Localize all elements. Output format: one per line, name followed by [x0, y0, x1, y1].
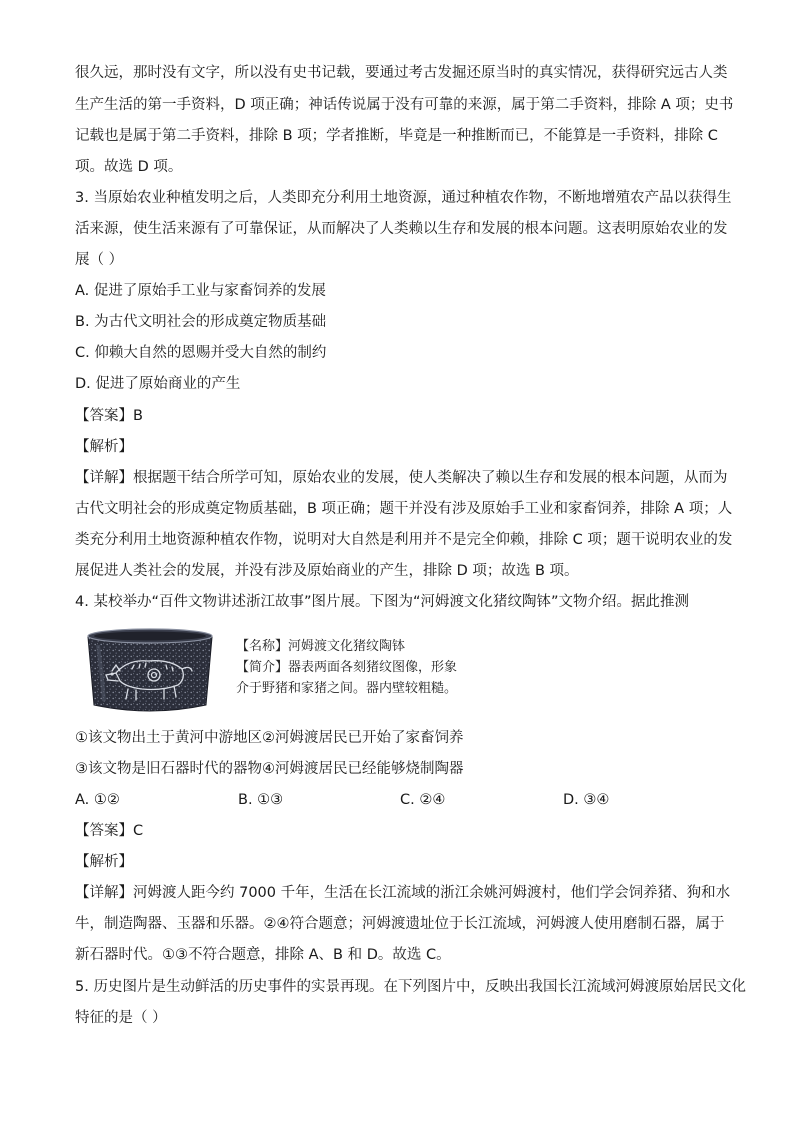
q4-stem: 4. 某校举办“百件文物讲述浙江故事”图片展。下图为“河姆渡文化猪纹陶钵”文物介绍。据此推测 [75, 594, 689, 610]
artifact-name-caption: 【名称】河姆渡文化猪纹陶钵 [236, 639, 406, 654]
q4-option-d: D. ③④ [563, 792, 610, 808]
artifact-intro-caption: 介于野猪和家猪之间。器内壁较粗糙。 [236, 681, 458, 696]
q5-stem-line: 5. 历史图片是生动鲜活的历史事件的实景再现。在下列图片中，反映出我国长江流域河姆渡原始居民文化 [75, 979, 746, 995]
q4-detail-line: 牛，制造陶器、玉器和乐器。②④符合题意；河姆渡遗址位于长江流域，河姆渡人使用磨制石器，属于 [75, 916, 725, 932]
q3-option-d: D. 促进了原始商业的产生 [75, 376, 241, 392]
q4-detail-line: 新石器时代。①③不符合题意，排除 A、B 和 D。故选 C。 [75, 947, 451, 963]
q4-statement: ③该文物是旧石器时代的器物④河姆渡居民已经能够烧制陶器 [75, 761, 464, 777]
pottery-bowl-image [82, 625, 218, 717]
q4-analysis-heading: 【解析】 [75, 854, 133, 870]
intro-line: 很久远，那时没有文字，所以没有史书记载，要通过考古发掘还原当时的真实情况，获得研究远古人类 [75, 65, 728, 81]
q3-detail-line: 【详解】根据题干结合所学可知，原始农业的发展，使人类解决了赖以生存和发展的根本问题，从而为 [75, 470, 728, 486]
q4-detail-line: 【详解】河姆渡人距今约 7000 千年，生活在长江流域的浙江余姚河姆渡村，他们学会饲养猪、狗和水 [75, 885, 731, 901]
q3-analysis-heading: 【解析】 [75, 439, 133, 455]
q3-detail-line: 古代文明社会的形成奠定物质基础，B 项正确；题干并没有涉及原始手工业和家畜饲养，排除 A 项；人 [75, 501, 733, 517]
q4-statement: ①该文物出土于黄河中游地区②河姆渡居民已开始了家畜饲养 [75, 730, 464, 746]
q4-option-b: B. ①③ [238, 792, 284, 808]
q3-detail-line: 类充分利用土地资源种植农作物，说明对大自然是利用并不是完全仰赖，排除 C 项；题干说明农业的发 [75, 532, 733, 548]
artifact-intro-caption: 【简介】器表两面各刻猪纹图像，形象 [236, 660, 458, 675]
q3-stem-line: 活来源，使生活来源有了可靠保证，从而解决了人类赖以生存和发展的根本问题。这表明原始农业的发 [75, 221, 728, 237]
q3-option-b: B. 为古代文明社会的形成奠定物质基础 [75, 314, 327, 330]
intro-line: 记载也是属于第二手资料，排除 B 项；学者推断，毕竟是一种推断而已，不能算是一手资料，排除 C [75, 128, 718, 144]
intro-line: 生产生活的第一手资料，D 项正确；神话传说属于没有可靠的来源，属于第二手资料，排除 A 项；史书 [75, 97, 734, 113]
q3-detail-line: 展促进人类社会的发展，并没有涉及原始商业的产生，排除 D 项；故选 B 项。 [75, 563, 579, 579]
q3-option-c: C. 仰赖大自然的恩赐并受大自然的制约 [75, 345, 327, 361]
q3-answer: 【答案】B [75, 408, 143, 424]
q4-option-a: A. ①② [75, 792, 120, 808]
q4-answer: 【答案】C [75, 823, 144, 839]
q3-stem-line: 展（ ） [75, 252, 124, 268]
q3-stem-line: 3. 当原始农业种植发明之后，人类即充分利用土地资源，通过种植农作物，不断地增殖农产品以获得生 [75, 190, 732, 206]
q4-option-c: C. ②④ [400, 792, 446, 808]
q3-option-a: A. 促进了原始手工业与家畜饲养的发展 [75, 283, 326, 299]
intro-line: 项。故选 D 项。 [75, 159, 183, 175]
q5-stem-line: 特征的是（ ） [75, 1010, 167, 1026]
